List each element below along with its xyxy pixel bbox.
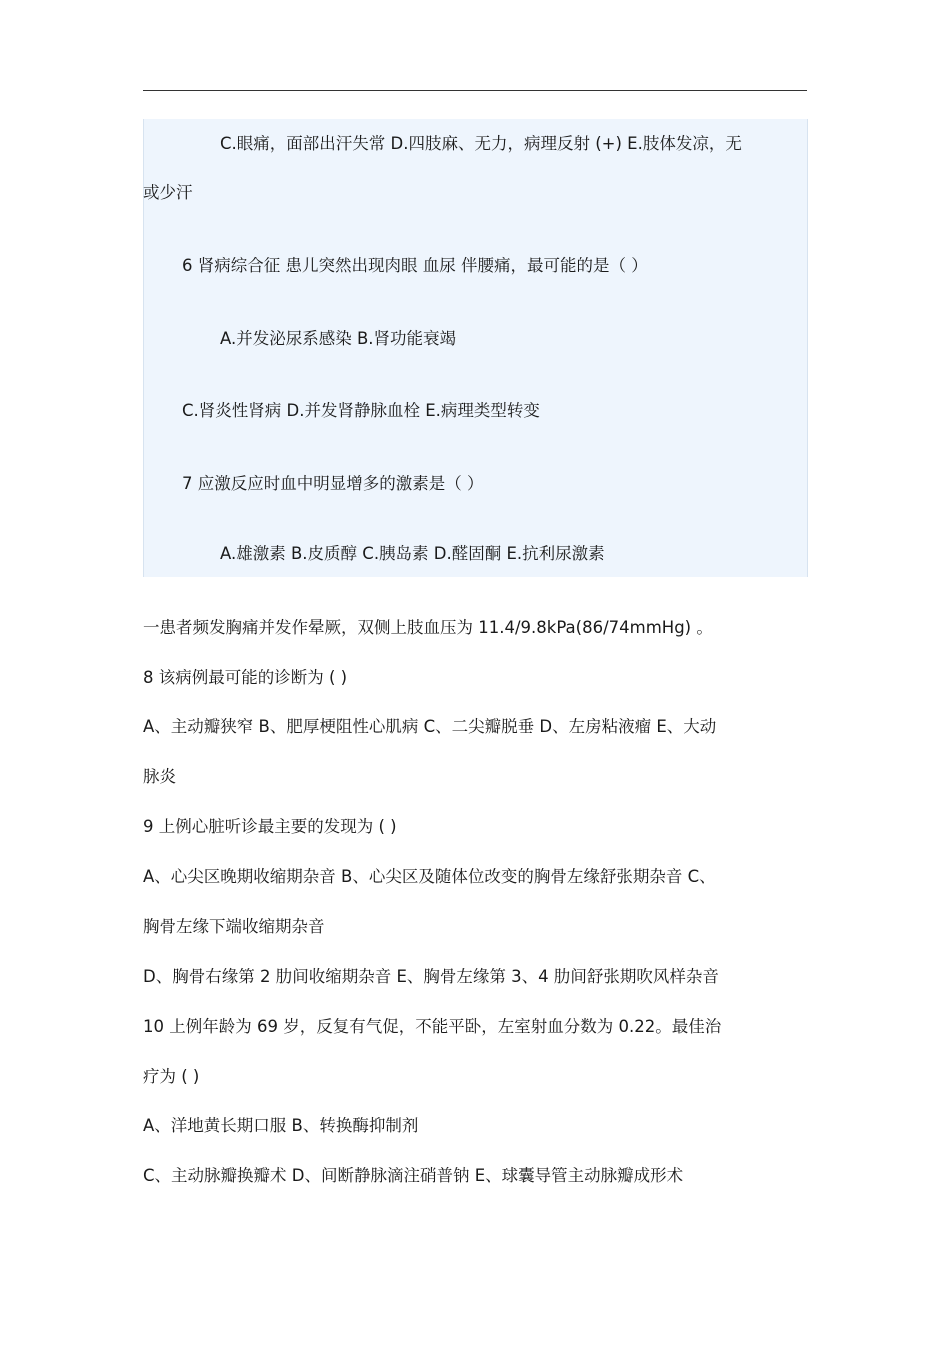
q9-options-wrap: 胸骨左缘下端收缩期杂音 <box>143 917 325 936</box>
header-rule <box>143 90 807 91</box>
q10-options-ab: A、洋地黄长期口服 B、转换酶抑制剂 <box>143 1116 419 1135</box>
q10-stem: 10 上例年龄为 69 岁，反复有气促，不能平卧，左室射血分数为 0.22。最佳治 <box>143 1017 722 1036</box>
q6-stem: 6 肾病综合征 患儿突然出现肉眼 血尿 伴腰痛，最可能的是（ ） <box>182 256 648 275</box>
q7-stem: 7 应激反应时血中明显增多的激素是（ ） <box>182 474 484 493</box>
q10-options-cde: C、主动脉瓣换瓣术 D、间断静脉滴注硝普钠 E、球囊导管主动脉瓣成形术 <box>143 1166 684 1185</box>
q5-options-wrap: 或少汗 <box>143 183 193 202</box>
case-intro: 一患者频发胸痛并发作晕厥，双侧上肢血压为 11.4/9.8kPa(86/74mmHg) 。 <box>143 618 713 637</box>
q9-options-de: D、胸骨右缘第 2 肋间收缩期杂音 E、胸骨左缘第 3、4 肋间舒张期吹风样杂音 <box>143 967 719 986</box>
q8-options-wrap: 脉炎 <box>143 767 176 786</box>
q6-options-cde: C.肾炎性肾病 D.并发肾静脉血栓 E.病理类型转变 <box>182 401 540 420</box>
q7-options: A.雄激素 B.皮质醇 C.胰岛素 D.醛固酮 E.抗利尿激素 <box>220 544 605 563</box>
q9-stem: 9 上例心脏听诊最主要的发现为 ( ) <box>143 817 397 836</box>
q10-stem-wrap: 疗为 ( ) <box>143 1067 200 1086</box>
q8-stem: 8 该病例最可能的诊断为 ( ) <box>143 668 348 687</box>
q5-options-cde: C.眼痛，面部出汗失常 D.四肢麻、无力，病理反射 (+) E.肢体发凉，无 <box>220 134 742 153</box>
q6-options-ab: A.并发泌尿系感染 B.肾功能衰竭 <box>220 329 457 348</box>
q9-options-abc: A、心尖区晚期收缩期杂音 B、心尖区及随体位改变的胸骨左缘舒张期杂音 C、 <box>143 867 716 886</box>
q8-options: A、主动瓣狭窄 B、肥厚梗阻性心肌病 C、二尖瓣脱垂 D、左房粘液瘤 E、大动 <box>143 717 717 736</box>
